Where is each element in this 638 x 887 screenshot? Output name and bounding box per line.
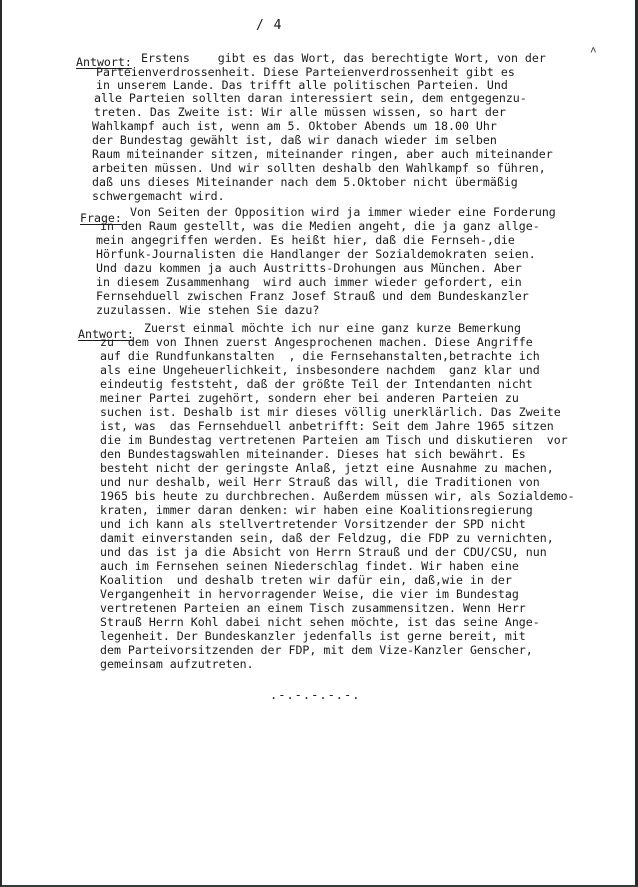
text-line: dem Parteivorsitzenden der FDP, mit dem Vize-Kanzler Genscher,: [100, 643, 533, 657]
text-line: Raum miteinander sitzen, miteinander ringen, aber auch miteinander: [92, 147, 553, 161]
page-number: / 4: [256, 18, 283, 33]
text-line: eindeutig feststeht, daß der größte Teil der Intendanten nicht: [100, 377, 533, 391]
text-line: Parteienverdrossenheit. Diese Parteienverdrossenheit gibt es: [96, 65, 515, 79]
text-line: auf die Rundfunkanstalten , die Fernsehanstalten,betrachte ich: [100, 349, 540, 363]
text-line: Wahlkampf auch ist, wenn am 5. Oktober Abends um 18.00 Uhr: [92, 119, 497, 133]
text-line: die im Bundestag vertretenen Parteien am Tisch und diskutieren vor: [100, 433, 568, 447]
text-line: auch im Fernsehen seinen Niederschlag findet. Wir haben eine: [100, 559, 519, 573]
section-separator: .-.-.-.-.-.: [270, 688, 361, 702]
text-line: ist, was das Fernsehduell anbetrifft: Seit dem Jahre 1965 sitzen: [100, 419, 554, 433]
text-line: treten. Das Zweite ist: Wir alle müssen wissen, so hart der: [94, 105, 506, 119]
text-line: mein angegriffen werden. Es heißt hier, daß die Fernseh-,die: [96, 233, 515, 247]
text-line: der Bundestag gewählt ist, daß wir danach wieder im selben: [92, 133, 497, 147]
text-line: suchen ist. Deshalb ist mir dieses völlig unerklärlich. Das Zweite: [100, 405, 561, 419]
text-line: damit einverstanden sein, daß der Feldzug, die FDP zu vernichten,: [100, 531, 554, 545]
answer-label: Antwort:: [78, 327, 134, 341]
corner-mark-icon: ˄: [590, 44, 597, 57]
text-line: Hörfunk-Journalisten die Handlanger der Sozialdemokraten seien.: [96, 247, 536, 261]
text-line: gemeinsam aufzutreten.: [100, 657, 254, 671]
question-label: Frage:: [80, 211, 122, 225]
text-line: meiner Partei zugehört, sondern eher bei anderen Parteien zu: [100, 391, 519, 405]
text-line: und nur deshalb, weil Herr Strauß das will, die Traditionen von: [100, 475, 540, 489]
text-line: und das ist ja die Absicht von Herrn Strauß und der CDU/CSU, nun: [100, 545, 547, 559]
answer-label: Antwort:: [76, 55, 132, 69]
text-line: in unserem Lande. Das trifft alle politischen Parteien. Und: [96, 78, 508, 92]
text-line: 1965 bis heute zu durchbrechen. Außerdem müssen wir, als Sozialdemo-: [100, 489, 575, 503]
text-line: den Bundestagswahlen miteinander. Dieses hat sich bewährt. Es: [100, 447, 526, 461]
text-line: Erstens gibt es das Wort, das berechtigte Wort, von der: [141, 51, 546, 65]
text-line: und ich kann als stellvertretender Vorsitzender der SPD nicht: [100, 517, 526, 531]
text-line: Von Seiten der Opposition wird ja immer wieder eine Forderung: [130, 205, 556, 219]
text-line: besteht nicht der geringste Anlaß, jetzt eine Ausnahme zu machen,: [100, 461, 554, 475]
text-line: in diesem Zusammenhang wird auch immer wieder gefordert, ein: [96, 275, 522, 289]
text-line: zu dem von Ihnen zuerst Angesprochenen machen. Diese Angriffe: [100, 335, 533, 349]
text-line: legenheit. Der Bundeskanzler jedenfalls ist gerne bereit, mit: [100, 629, 526, 643]
text-line: arbeiten müssen. Und wir sollten deshalb den Wahlkampf so führen,: [92, 161, 546, 175]
text-line: Koalition und deshalb treten wir dafür ein, daß,wie in der: [100, 573, 512, 587]
text-line: vertretenen Parteien an einem Tisch zusammensitzen. Wenn Herr: [100, 601, 526, 615]
text-line: alle Parteien sollten daran interessiert sein, dem entgegenzu-: [94, 91, 527, 105]
text-line: als eine Ungeheuerlichkeit, insbesondere nachdem ganz klar und: [100, 363, 540, 377]
text-line: Fernsehduell zwischen Franz Josef Strauß und dem Bundeskanzler: [96, 289, 529, 303]
text-line: Zuerst einmal möchte ich nur eine ganz kurze Bemerkung: [144, 321, 521, 335]
text-line: schwergemacht wird.: [92, 189, 225, 203]
text-line: in den Raum gestellt, was die Medien angeht, die ja ganz allge-: [100, 219, 540, 233]
text-line: kraten, immer daran denken: wir haben eine Koalitionsregierung: [100, 503, 533, 517]
text-line: daß uns dieses Miteinander nach dem 5.Oktober nicht übermäßig: [92, 175, 518, 189]
text-line: zuzulassen. Wie stehen Sie dazu?: [96, 303, 320, 317]
text-line: Vergangenheit in hervorragender Weise, die vier im Bundestag: [100, 587, 519, 601]
text-line: Und dazu kommen ja auch Austritts-Drohungen aus München. Aber: [96, 261, 522, 275]
text-line: Strauß Herrn Kohl dabei nicht sehen möchte, ist das seine Ange-: [100, 615, 540, 629]
